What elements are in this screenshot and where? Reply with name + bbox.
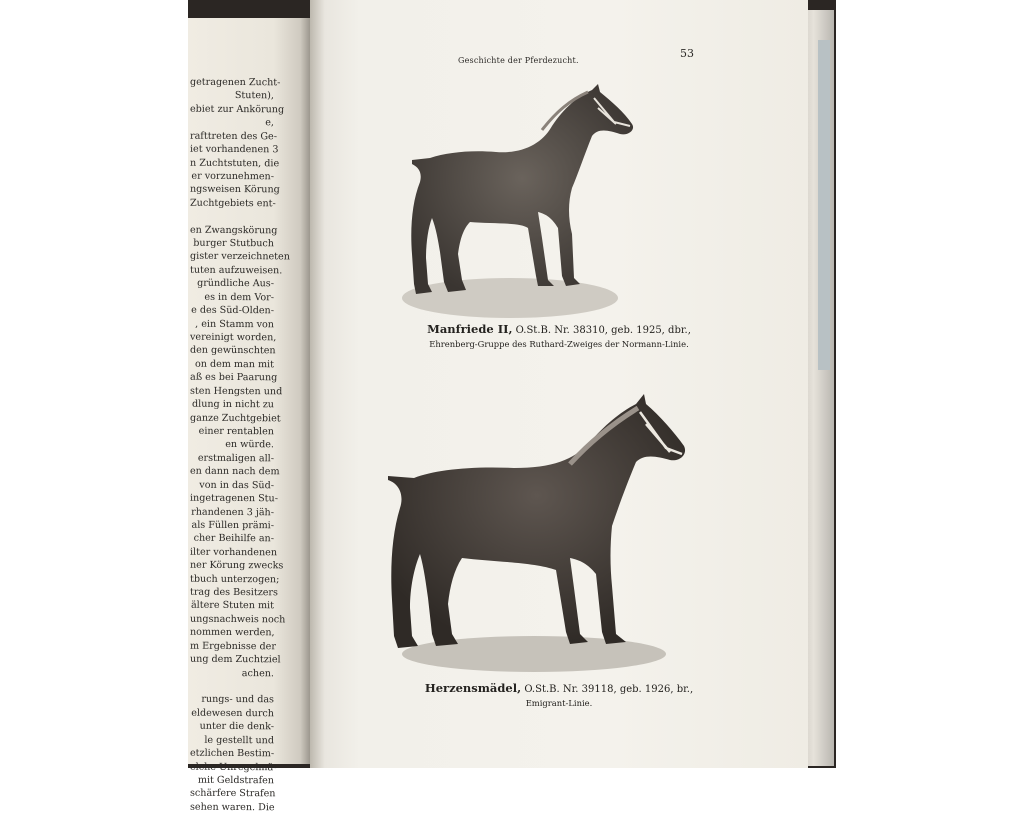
left-page-line: rhandenen 3 jäh- — [191, 506, 275, 518]
left-page-line: e des Süd-Olden- — [191, 304, 275, 317]
caption-herzensmaedel — [310, 681, 808, 695]
horse-name: Herzensmädel, — [424, 681, 522, 695]
left-page-line: dlung in nicht zu — [191, 398, 275, 411]
caption-manfriede — [310, 322, 808, 336]
left-page-line: le gestellt und — [204, 734, 275, 746]
horse-name: Manfriede II, — [427, 322, 513, 336]
left-page-line: tbuch unterzogen; — [189, 573, 280, 585]
left-page-line — [190, 680, 274, 694]
left-page-line: elche Unregelmä- — [189, 761, 277, 773]
left-page-line: unter die denk- — [199, 721, 275, 733]
left-page-line: cher Beihilfe an- — [193, 533, 275, 545]
left-page-line: en Zwangskörung — [189, 224, 278, 236]
ground-shadow — [402, 278, 618, 318]
lineage-herzensmaedel: Emigrant-Linie. — [525, 698, 593, 708]
left-page-text — [189, 76, 290, 814]
left-page-line: es in dem Vor- — [204, 291, 275, 304]
left-page-line: rungs- und das — [201, 694, 275, 706]
horse-body — [411, 84, 633, 294]
right-page — [310, 0, 808, 768]
horse-photo-herzensmaedel — [374, 388, 710, 678]
running-head: Geschichte der Pferdezucht. — [458, 56, 579, 65]
left-page-line: ngsweisen Körung — [189, 184, 280, 196]
registry-details: O.St.B. Nr. 38310, geb. 1925, dbr., — [515, 325, 691, 336]
left-page-line: als Füllen prämi- — [191, 519, 275, 532]
left-page-line: eldewesen durch — [191, 707, 275, 720]
left-page-line: n Zuchtstuten, die — [189, 157, 280, 169]
left-page-line: ner Körung zwecks — [189, 559, 284, 572]
left-page-line: ganze Zuchtgebiet — [189, 412, 281, 424]
left-page-line: ebiet zur Ankörung — [189, 103, 285, 116]
left-page-line: einer rentablen — [198, 425, 275, 438]
left-page — [188, 18, 310, 814]
left-page-line: er vorzunehmen- — [191, 170, 275, 183]
horse-photo-manfriede — [392, 78, 652, 324]
lineage-manfriede: Ehrenberg-Gruppe des Ruthard-Zweiges der Normann-Linie. — [429, 339, 689, 349]
left-page-line: en würde. — [225, 439, 275, 451]
left-page-line: tuten aufzuweisen. — [189, 264, 283, 277]
left-page-line: e, — [265, 117, 275, 129]
left-page-line: iet vorhandenen 3 — [189, 143, 279, 156]
left-page-line: ingetragenen Stu- — [189, 492, 279, 505]
inserted-sheet — [818, 40, 830, 370]
left-page-line: burger Stutbuch — [193, 237, 275, 250]
left-page-line: getragenen Zucht- — [189, 76, 281, 89]
left-page-line: achen. — [241, 667, 275, 679]
left-page-line: gründliche Aus- — [197, 278, 275, 290]
left-page-line: den gewünschten — [189, 345, 276, 357]
left-page-line: ilter vorhandenen — [189, 546, 278, 559]
left-page-line: sehen waren. Die — [189, 801, 275, 814]
left-page-line: ung dem Zuchtziel — [189, 653, 281, 666]
left-page-line: ungsnachweis noch — [189, 613, 286, 626]
left-page-line: , ein Stamm von — [195, 318, 275, 330]
left-page-line: aß es bei Paarung — [189, 371, 278, 384]
registry-details: O.St.B. Nr. 39118, geb. 1926, br., — [524, 684, 694, 695]
left-page-line: vereinigt worden, — [189, 331, 277, 344]
left-page-line: on dem man mit — [194, 358, 275, 371]
left-page-line: m Ergebnisse der — [189, 640, 276, 653]
left-page-line: rafttreten des Ge- — [189, 130, 278, 143]
left-page-line — [190, 210, 274, 224]
left-page-line: ältere Stuten mit — [190, 600, 275, 612]
left-page-line: en dann nach dem — [189, 465, 280, 478]
left-page-line: mit Geldstrafen — [197, 774, 275, 787]
left-page-line: Stuten), — [234, 90, 275, 102]
left-page-line: Zuchtgebiets ent- — [189, 197, 276, 210]
left-page-line: sten Hengsten und — [189, 385, 283, 398]
left-page-line: schärfere Strafen — [189, 788, 276, 800]
left-page-line: nommen werden, — [189, 627, 275, 639]
page-number: 53 — [680, 47, 694, 60]
left-page-line: trag des Besitzers — [189, 586, 279, 599]
left-page-line: etzlichen Bestim- — [189, 747, 275, 760]
horse-body — [388, 394, 685, 648]
left-page-line: erstmaligen all- — [197, 452, 275, 465]
left-page-line: gister verzeichneten — [189, 251, 290, 263]
left-page-line: von in das Süd- — [199, 479, 275, 491]
